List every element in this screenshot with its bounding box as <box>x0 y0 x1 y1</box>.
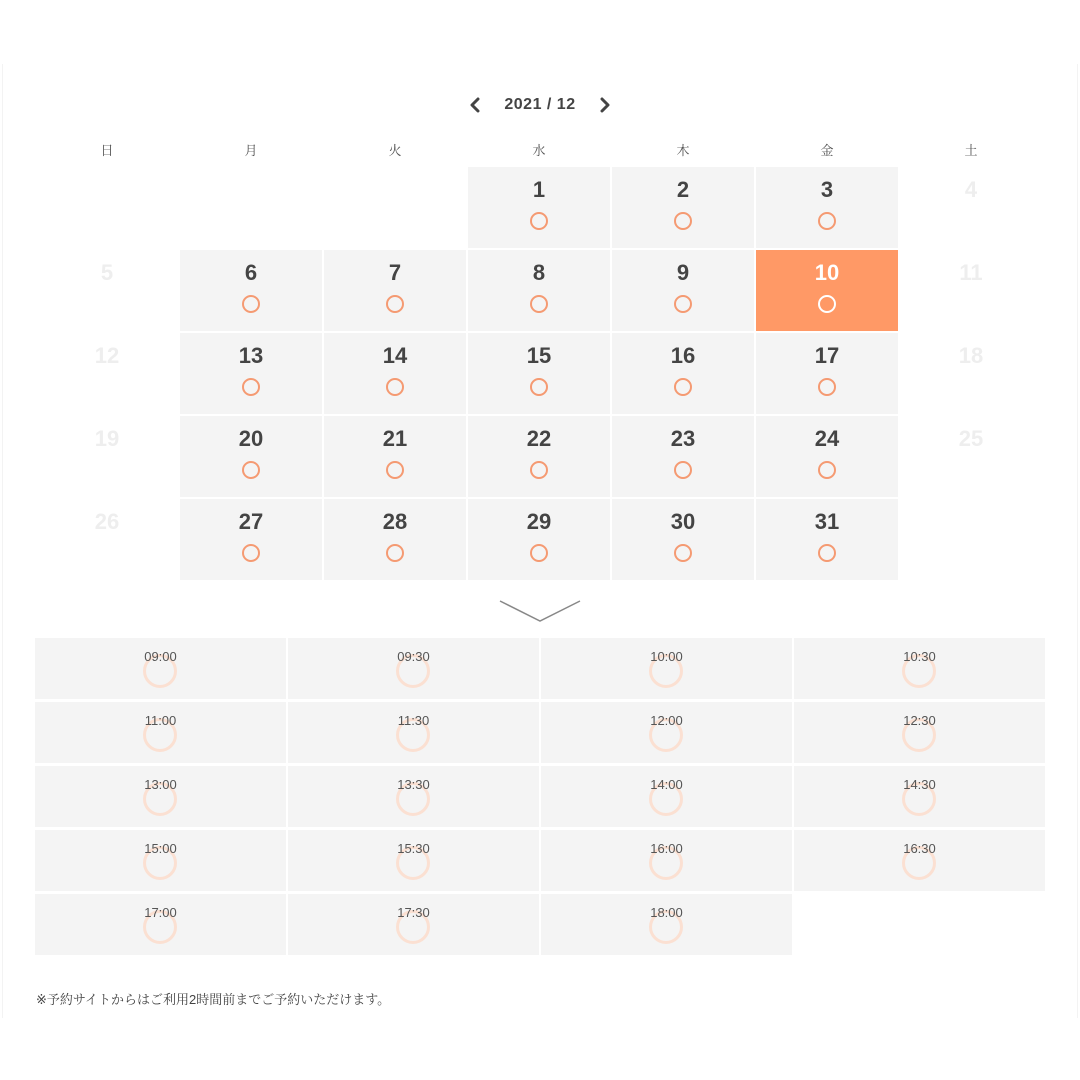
time-slot[interactable] <box>35 766 286 827</box>
day-number: 31 <box>814 509 840 534</box>
circle-available-icon <box>386 544 404 562</box>
day-cell[interactable] <box>612 250 754 331</box>
day-cell[interactable] <box>180 333 322 414</box>
circle-available-icon <box>242 378 260 396</box>
day-number: 20 <box>238 426 264 451</box>
weekday-label: 木 <box>676 143 690 158</box>
day-cell <box>36 250 178 331</box>
day-cell <box>900 167 1042 248</box>
day-cell[interactable] <box>468 250 610 331</box>
time-slot-label: 09:30 <box>397 649 430 664</box>
time-slot-label: 13:00 <box>144 777 177 792</box>
day-cell[interactable] <box>756 167 898 248</box>
day-cell[interactable] <box>468 416 610 497</box>
time-slot-label: 12:30 <box>903 713 936 728</box>
day-number: 9 <box>676 260 690 285</box>
day-number: 6 <box>244 260 258 285</box>
circle-available-icon <box>818 295 836 313</box>
time-slot[interactable] <box>288 638 539 699</box>
weekday-header <box>35 140 1045 162</box>
day-number: 13 <box>238 343 264 368</box>
time-slot-label: 13:30 <box>397 777 430 792</box>
circle-available-icon <box>530 378 548 396</box>
day-cell <box>900 416 1042 497</box>
time-slot[interactable] <box>794 638 1045 699</box>
time-slot[interactable] <box>541 702 792 763</box>
circle-available-icon <box>818 544 836 562</box>
day-cell[interactable] <box>324 250 466 331</box>
prev-month-button[interactable] <box>464 94 486 116</box>
time-slot-label: 09:00 <box>144 649 177 664</box>
weekday-label: 日 <box>100 143 114 158</box>
circle-available-icon <box>386 461 404 479</box>
day-cell[interactable] <box>468 333 610 414</box>
day-number: 30 <box>670 509 696 534</box>
time-slot-label: 17:30 <box>397 905 430 920</box>
month-label: 2021 / 12 <box>504 96 576 113</box>
circle-available-icon <box>674 295 692 313</box>
circle-available-icon <box>386 378 404 396</box>
day-number: 29 <box>526 509 552 534</box>
time-slot-label: 14:30 <box>903 777 936 792</box>
day-number: 23 <box>670 426 696 451</box>
day-cell[interactable] <box>324 333 466 414</box>
weekday-label: 金 <box>820 143 834 158</box>
time-slot-label: 10:30 <box>903 649 936 664</box>
day-number: 18 <box>958 343 984 368</box>
time-slot[interactable] <box>794 766 1045 827</box>
chevron-left-icon <box>468 97 482 113</box>
circle-available-icon <box>242 295 260 313</box>
day-number: 8 <box>532 260 546 285</box>
day-cell[interactable] <box>468 167 610 248</box>
circle-available-icon <box>530 295 548 313</box>
time-slot[interactable] <box>541 766 792 827</box>
day-cell <box>36 333 178 414</box>
day-number: 11 <box>959 260 983 285</box>
time-slot[interactable] <box>288 766 539 827</box>
time-slot-label: 15:30 <box>397 841 430 856</box>
day-number: 4 <box>964 177 978 202</box>
day-cell[interactable] <box>756 499 898 580</box>
day-cell[interactable] <box>180 416 322 497</box>
day-cell[interactable] <box>324 416 466 497</box>
circle-available-icon <box>674 212 692 230</box>
day-cell[interactable] <box>612 333 754 414</box>
day-number: 16 <box>670 343 696 368</box>
chevron-down-icon <box>498 598 582 624</box>
day-number: 14 <box>382 343 408 368</box>
day-cell[interactable] <box>468 499 610 580</box>
time-slot[interactable] <box>541 894 792 955</box>
weekday-label: 月 <box>244 143 258 158</box>
day-cell[interactable] <box>756 333 898 414</box>
weekday-label: 火 <box>388 143 402 158</box>
time-slot[interactable] <box>288 702 539 763</box>
calendar-grid <box>35 167 1045 581</box>
time-slot[interactable] <box>541 638 792 699</box>
time-slot-label: 11:30 <box>397 713 430 728</box>
day-cell[interactable] <box>612 416 754 497</box>
weekday-label: 土 <box>964 143 978 158</box>
circle-available-icon <box>530 544 548 562</box>
time-slot[interactable] <box>35 638 286 699</box>
time-slot[interactable] <box>288 894 539 955</box>
time-slot[interactable] <box>794 702 1045 763</box>
day-cell[interactable] <box>612 167 754 248</box>
day-number: 5 <box>100 260 114 285</box>
time-slot[interactable] <box>35 830 286 891</box>
time-slot[interactable] <box>541 830 792 891</box>
weekday-label: 水 <box>532 143 546 158</box>
circle-available-icon <box>242 544 260 562</box>
circle-available-icon <box>530 461 548 479</box>
circle-available-icon <box>386 295 404 313</box>
day-cell <box>900 250 1042 331</box>
day-number: 1 <box>532 177 546 202</box>
time-slot-label: 15:00 <box>144 841 177 856</box>
circle-available-icon <box>818 212 836 230</box>
next-month-button[interactable] <box>594 94 616 116</box>
circle-available-icon <box>818 461 836 479</box>
circle-available-icon <box>242 461 260 479</box>
booking-note: ※予約サイトからはご利用2時間前までご予約いただけます。 <box>36 992 391 1007</box>
day-cell[interactable] <box>324 499 466 580</box>
day-number: 22 <box>526 426 552 451</box>
time-slot-label: 14:00 <box>650 777 683 792</box>
time-slot-label: 10:00 <box>650 649 683 664</box>
day-number: 3 <box>820 177 834 202</box>
day-number: 24 <box>814 426 840 451</box>
day-cell <box>36 499 178 580</box>
chevron-right-icon <box>598 97 612 113</box>
time-slot-label: 11:00 <box>144 713 177 728</box>
day-cell[interactable] <box>612 499 754 580</box>
day-cell <box>36 416 178 497</box>
day-number: 7 <box>388 260 402 285</box>
day-number: 25 <box>958 426 984 451</box>
day-cell[interactable] <box>180 499 322 580</box>
day-number: 27 <box>238 509 264 534</box>
time-slot-label: 17:00 <box>144 905 177 920</box>
day-number: 12 <box>94 343 120 368</box>
month-navigation <box>0 92 1080 118</box>
time-slot-label: 16:00 <box>650 841 683 856</box>
circle-available-icon <box>674 461 692 479</box>
time-slot[interactable] <box>288 830 539 891</box>
day-number: 21 <box>382 426 408 451</box>
day-number: 10 <box>814 260 840 285</box>
time-slot[interactable] <box>35 894 286 955</box>
time-slot-label: 18:00 <box>650 905 683 920</box>
day-cell <box>900 333 1042 414</box>
day-number: 17 <box>814 343 840 368</box>
time-slot-label: 12:00 <box>650 713 683 728</box>
day-cell[interactable] <box>180 250 322 331</box>
time-slot[interactable] <box>35 702 286 763</box>
day-cell-selected[interactable] <box>756 250 898 331</box>
circle-available-icon <box>818 378 836 396</box>
day-number: 26 <box>94 509 120 534</box>
time-slot-label: 16:30 <box>903 841 936 856</box>
day-number: 19 <box>94 426 120 451</box>
circle-available-icon <box>674 544 692 562</box>
circle-available-icon <box>530 212 548 230</box>
day-number: 28 <box>382 509 408 534</box>
day-number: 15 <box>526 343 552 368</box>
circle-available-icon <box>674 378 692 396</box>
day-number: 2 <box>676 177 690 202</box>
time-slot[interactable] <box>794 830 1045 891</box>
day-cell[interactable] <box>756 416 898 497</box>
